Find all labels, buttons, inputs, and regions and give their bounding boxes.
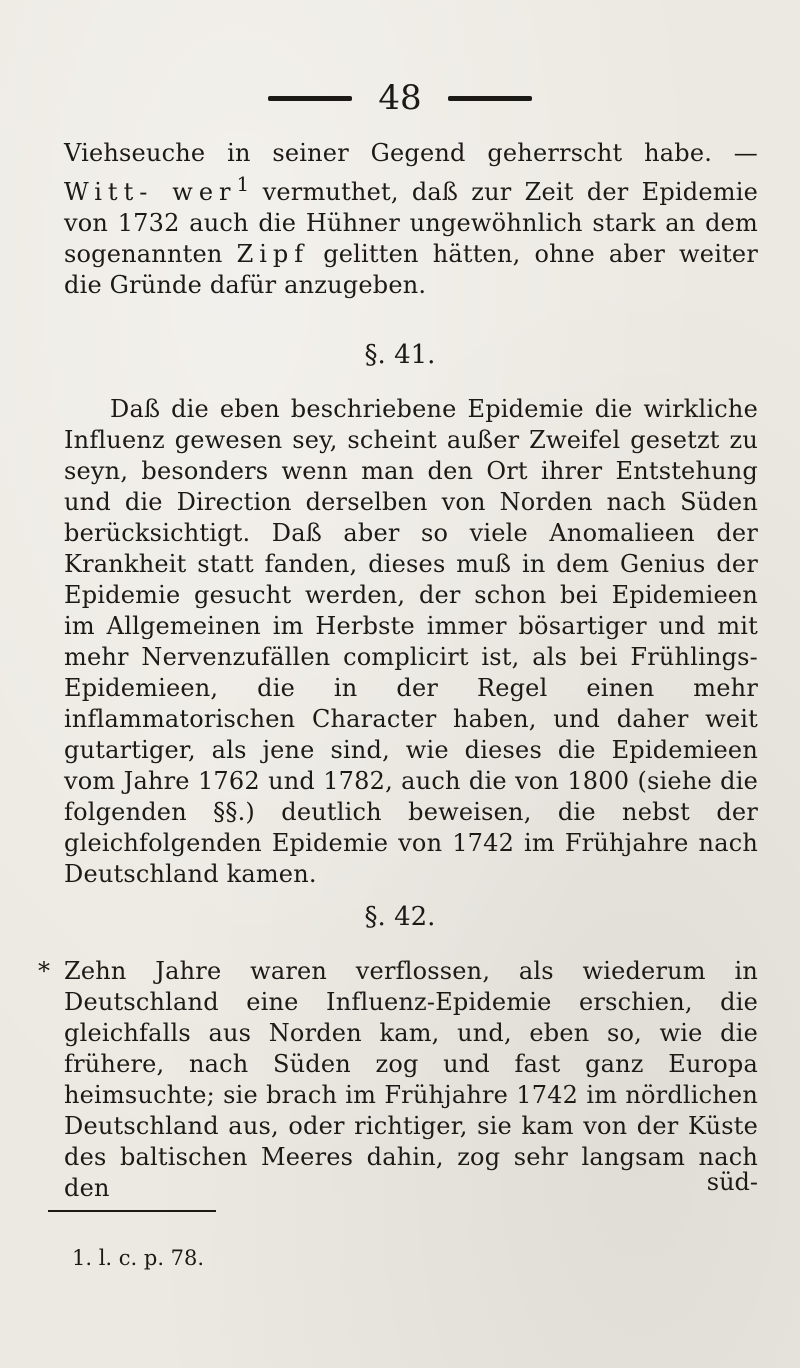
author-name: Witt- wer — [64, 178, 237, 206]
para1-text-before: Viehseuche in seiner Gegend geherrscht habe. — — [64, 139, 758, 167]
page-number: 48 — [378, 78, 422, 118]
para3-text: Zehn Jahre waren verflossen, als wiederum in Deutschland eine Influenz-Epidemie erschien, die gleichfalls aus Norden kam, und, eben so, wie die frühere, nach Süden zog und fast ganz Europa heimsuchte; sie brach im Frühjahre 1742 im nördlichen Deutschland aus, oder richtiger, sie kam von der Küste des baltischen Meeres dahin, zog sehr langsam nach den — [64, 957, 758, 1202]
header-dash-right — [448, 96, 532, 101]
footnote-rule — [48, 1210, 216, 1212]
footnote-ref: 1 — [236, 172, 250, 196]
paragraph-continued — [64, 138, 758, 301]
catchword: süd- — [706, 1168, 758, 1196]
term-zipf: Zipf — [236, 240, 310, 268]
margin-asterisk: * — [38, 957, 51, 985]
paragraph-41 — [64, 394, 758, 890]
section-heading-42: §. 42. — [364, 902, 436, 932]
paragraph-42 — [38, 956, 758, 1204]
para1-text-after: vermuthet, daß zur Zeit der Epidemie von 1732 auch die Hühner ungewöhnlich stark an dem sogenannten — [64, 178, 758, 268]
header-dash-left — [268, 96, 352, 101]
section-heading-41: §. 41. — [364, 340, 436, 370]
para2-text: Daß die eben beschriebene Epidemie die wirkliche Influenz gewesen sey, scheint außer Zweifel gesetzt zu seyn, besonders wenn man den Ort ihrer Entstehung und die Direction derselben von Norden nach Süden berücksichtigt. Daß aber so viele Anomalieen der Krankheit statt fanden, dieses muß in dem Genius der Epidemie gesucht werden, der schon bei Epidemieen im Allgemeinen im Herbste immer bösartiger und mit mehr Nervenzufällen complicirt ist, als bei Frühlings-Epidemieen, die in der Regel einen mehr inflammatorischen Character haben, und daher weit gutartiger, als jene sind, wie dieses die Epidemieen vom Jahre 1762 und 1782, auch die von 1800 (siehe die folgenden §§.) deutlich beweisen, die nebst der gleichfolgenden Epidemie von 1742 im Frühjahre nach Deutschland kamen. — [64, 395, 758, 888]
page-header — [0, 78, 800, 118]
footnote: 1. l. c. p. 78. — [72, 1246, 205, 1270]
para1-text-end: gelitten hätten, ohne aber weiter die Gründe dafür anzugeben. — [64, 240, 758, 299]
